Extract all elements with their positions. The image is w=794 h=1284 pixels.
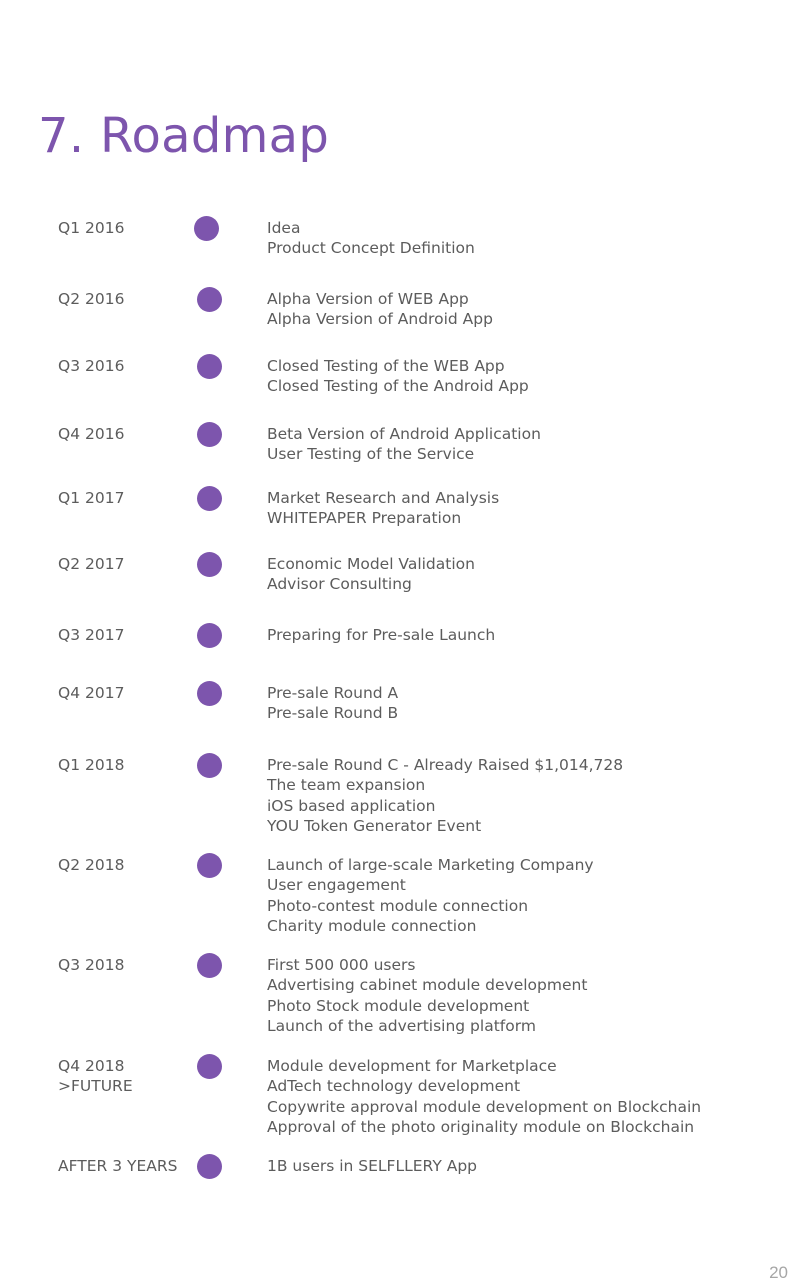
milestone-item: Approval of the photo originality module on Blockchain	[267, 1117, 695, 1136]
milestone-item: AdTech technology development	[267, 1077, 521, 1096]
timeline-period: Q3 2017	[58, 626, 125, 644]
milestone-list	[267, 289, 493, 330]
milestone-item: Module development for Marketplace	[267, 1057, 557, 1075]
milestone-item: Alpha Version of WEB App	[267, 290, 469, 308]
milestone-list	[267, 356, 529, 397]
timeline-period: Q4 2016	[58, 425, 125, 443]
milestone-dot-icon	[197, 486, 222, 511]
milestone-item: Launch of large-scale Marketing Company	[267, 856, 594, 874]
milestone-item: WHITEPAPER Preparation	[267, 509, 462, 528]
milestone-item: User engagement	[267, 876, 406, 895]
milestone-item: Photo-contest module connection	[267, 896, 529, 915]
milestone-item: Pre-sale Round C - Already Raised $1,014,728	[267, 756, 624, 774]
milestone-item: Beta Version of Android Application	[267, 425, 541, 443]
timeline-period: Q2 2018	[58, 856, 125, 874]
milestone-item: Charity module connection	[267, 916, 477, 935]
milestone-dot-icon	[197, 753, 222, 778]
milestone-list	[267, 554, 475, 595]
milestone-list	[267, 488, 499, 529]
milestone-item: 1B users in SELFLLERY App	[267, 1157, 477, 1175]
milestone-dot-icon	[197, 853, 222, 878]
milestone-item: Photo Stock module development	[267, 996, 530, 1015]
milestone-item: Advertising cabinet module development	[267, 976, 588, 995]
timeline-period: Q1 2018	[58, 756, 125, 774]
milestone-item: Pre-sale Round B	[267, 704, 399, 723]
milestone-list	[267, 1156, 477, 1176]
milestone-item: Launch of the advertising platform	[267, 1016, 536, 1035]
milestone-list	[267, 855, 594, 936]
timeline-period: Q3 2016	[58, 357, 125, 375]
milestone-dot-icon	[197, 953, 222, 978]
timeline-period: Q1 2016	[58, 219, 125, 237]
milestone-list	[267, 625, 495, 645]
milestone-list	[267, 755, 623, 836]
milestone-item: Closed Testing of the WEB App	[267, 357, 505, 375]
milestone-dot-icon	[194, 216, 219, 241]
milestone-list	[267, 424, 541, 465]
milestone-dot-icon	[197, 681, 222, 706]
milestone-item: Advisor Consulting	[267, 575, 412, 594]
milestone-item: Idea	[267, 219, 301, 237]
timeline-period: Q3 2018	[58, 956, 125, 974]
milestone-item: Closed Testing of the Android App	[267, 377, 529, 396]
milestone-item: Preparing for Pre-sale Launch	[267, 626, 496, 644]
timeline-period: Q4 2018 >FUTURE	[58, 1057, 133, 1096]
page-title: 7. Roadmap	[38, 108, 330, 164]
milestone-item: Alpha Version of Android App	[267, 310, 493, 329]
milestone-dot-icon	[197, 1054, 222, 1079]
milestone-item: Pre-sale Round A	[267, 684, 399, 702]
timeline-period: Q4 2017	[58, 684, 125, 702]
timeline-period: AFTER 3 YEARS	[58, 1157, 178, 1175]
timeline-period: Q1 2017	[58, 489, 125, 507]
milestone-item: User Testing of the Service	[267, 445, 475, 464]
milestone-item: Copywrite approval module development on Blockchain	[267, 1097, 702, 1116]
milestone-list	[267, 683, 398, 724]
timeline-period: Q2 2017	[58, 555, 125, 573]
milestone-item: Product Concept Definition	[267, 239, 475, 258]
milestone-item: The team expansion	[267, 776, 426, 795]
milestone-item: iOS based application	[267, 796, 436, 815]
milestone-list	[267, 218, 475, 259]
milestone-item: First 500 000 users	[267, 956, 416, 974]
milestone-item: Market Research and Analysis	[267, 489, 500, 507]
milestone-dot-icon	[197, 354, 222, 379]
milestone-dot-icon	[197, 422, 222, 447]
milestone-list	[267, 955, 587, 1036]
timeline-period: Q2 2016	[58, 290, 125, 308]
milestone-item: YOU Token Generator Event	[267, 816, 482, 835]
milestone-list	[267, 1056, 701, 1137]
milestone-item: Economic Model Validation	[267, 555, 475, 573]
milestone-dot-icon	[197, 287, 222, 312]
milestone-dot-icon	[197, 1154, 222, 1179]
page-number: 20	[769, 1263, 788, 1282]
milestone-dot-icon	[197, 552, 222, 577]
milestone-dot-icon	[197, 623, 222, 648]
